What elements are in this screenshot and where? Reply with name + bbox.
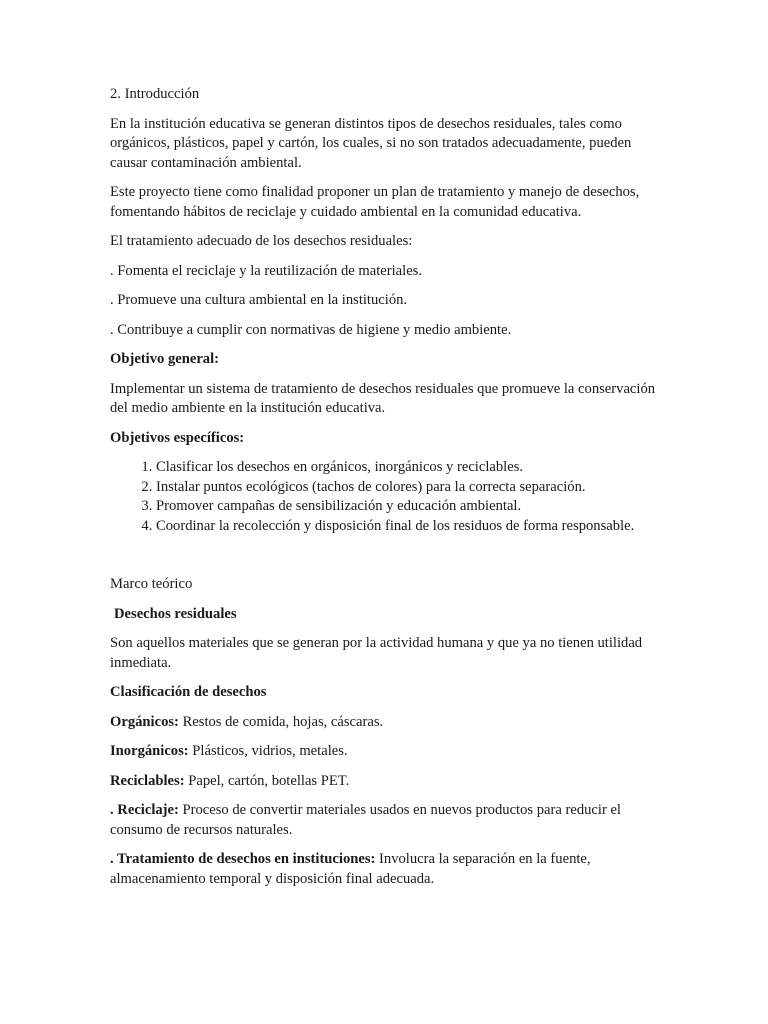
intro-paragraph-2: Este proyecto tiene como finalidad proponer un plan de tratamiento y manejo de desechos, fomentando hábitos de reciclaje y cuidado ambiental en la comunidad educativa. xyxy=(110,184,640,220)
intro-lead: El tratamiento adecuado de los desechos residuales: xyxy=(110,233,413,249)
reciclaje-label: . Reciclaje: xyxy=(110,802,179,818)
list-item: 4. Coordinar la recolección y disposición final de los residuos de forma responsable. xyxy=(156,517,670,537)
document-body xyxy=(110,85,670,899)
inorganicos-text: Plásticos, vidrios, metales. xyxy=(188,743,348,759)
clasificacion-title: Clasificación de desechos xyxy=(110,684,267,700)
reciclables-text: Papel, cartón, botellas PET. xyxy=(184,772,350,789)
reciclables-label: Reciclables: xyxy=(110,772,185,789)
intro-bullet: . Contribuye a cumplir con normativas de higiene y medio ambiente. xyxy=(110,321,512,338)
inorganicos-line xyxy=(110,742,670,762)
organicos-label: Orgánicos: xyxy=(110,713,179,730)
objetivo-general-text: Implementar un sistema de tratamiento de desechos residuales que promueve la conservación del medio ambiente en la institución educativa. xyxy=(110,380,656,416)
intro-heading: 2. Introducción xyxy=(110,86,200,102)
reciclables-line xyxy=(110,772,670,792)
marco-heading: Marco teórico xyxy=(110,576,193,592)
list-item: 3. Promover campañas de sensibilización y educación ambiental. xyxy=(156,497,670,517)
desechos-text: Son aquellos materiales que se generan por la actividad humana y que ya no tienen utilidad inmediata. xyxy=(110,635,643,671)
inorganicos-label: Inorgánicos: xyxy=(110,743,189,759)
tratamiento-text: Involucra la separación en la fuente, almacenamiento temporal y disposición final adecuada. xyxy=(110,851,591,887)
intro-bullet: . Fomenta el reciclaje y la reutilización de materiales. xyxy=(110,262,422,279)
desechos-title: Desechos residuales xyxy=(114,605,237,622)
objetivos-especificos-list xyxy=(110,458,670,536)
tratamiento-label: . Tratamiento de desechos en instituciones: xyxy=(110,851,376,867)
intro-paragraph-1: En la institución educativa se generan distintos tipos de desechos residuales, tales como orgánicos, plásticos, papel y cartón, los cuales, si no son tratados adecuadamente, pueden causar contaminación ambiental. xyxy=(110,115,632,171)
intro-bullet: . Promueve una cultura ambiental en la institución. xyxy=(110,292,408,308)
list-item: 2. Instalar puntos ecológicos (tachos de colores) para la correcta separación. xyxy=(156,478,670,498)
objetivo-general-title: Objetivo general: xyxy=(110,351,220,367)
tratamiento-line xyxy=(110,850,670,889)
reciclaje-text: Proceso de convertir materiales usados en nuevos productos para reducir el consumo de recursos naturales. xyxy=(110,802,621,838)
spacer xyxy=(110,546,670,575)
organicos-text: Restos de comida, hojas, cáscaras. xyxy=(178,713,384,730)
reciclaje-line xyxy=(110,801,670,840)
organicos-line xyxy=(110,713,670,733)
objetivos-especificos-title: Objetivos específicos: xyxy=(110,429,245,446)
list-item: 1. Clasificar los desechos en orgánicos, inorgánicos y reciclables. xyxy=(156,458,670,478)
